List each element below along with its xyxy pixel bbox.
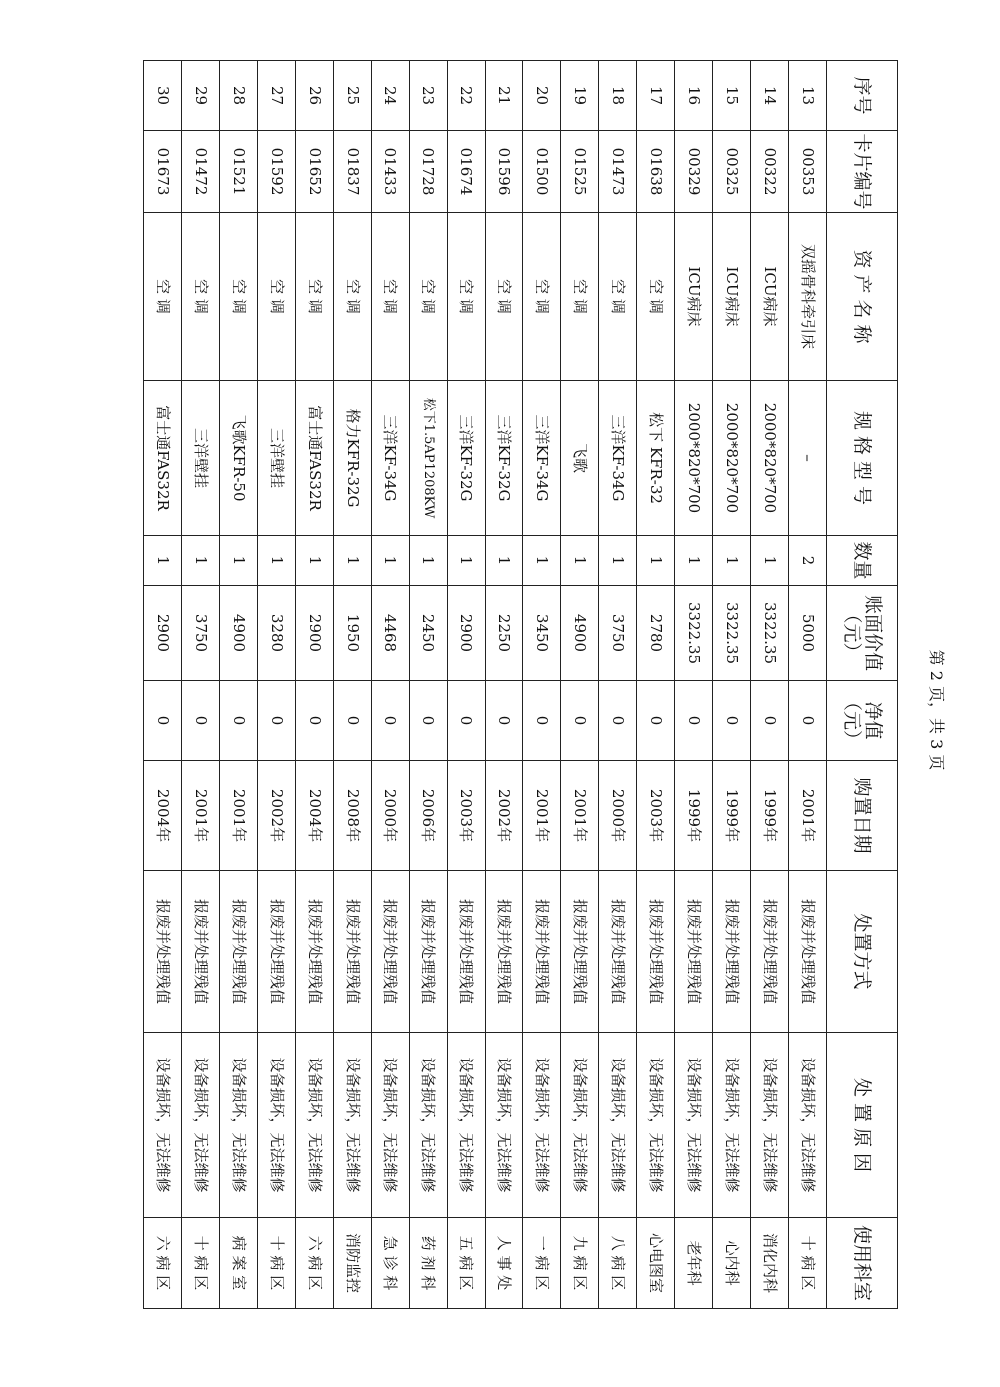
cell-spec: 松下 KFR-32: [637, 381, 675, 536]
cell-qty: 1: [675, 536, 713, 586]
cell-seq: 22: [447, 61, 485, 131]
cell-card-no: 00329: [675, 131, 713, 213]
asset-disposal-sheet: [143, 60, 898, 1308]
cell-spec: 三洋KF-34G: [599, 381, 637, 536]
cell-dept: 急 诊 科: [371, 1218, 409, 1309]
cell-disposal-method: 报废并处理残值: [751, 871, 789, 1033]
table-header-row: [827, 61, 898, 1309]
cell-qty: 2: [789, 536, 827, 586]
cell-purchase-date: 2001年: [220, 761, 258, 871]
table-row: [220, 61, 258, 1309]
cell-disposal-reason: 设备损坏，无法维修: [220, 1033, 258, 1218]
cell-asset-name: 空 调: [561, 213, 599, 381]
cell-spec: 松下1.5AP1208KW: [409, 381, 447, 536]
cell-card-no: 01433: [371, 131, 409, 213]
cell-spec: 三洋壁挂: [182, 381, 220, 536]
cell-dept: 病 案 室: [220, 1218, 258, 1309]
cell-disposal-method: 报废并处理残值: [182, 871, 220, 1033]
cell-net-value: 0: [561, 681, 599, 761]
cell-qty: 1: [637, 536, 675, 586]
cell-disposal-method: 报废并处理残值: [561, 871, 599, 1033]
asset-disposal-table: [143, 60, 898, 1309]
cell-book-value: 5000: [789, 586, 827, 681]
cell-net-value: 0: [257, 681, 295, 761]
cell-purchase-date: 2000年: [599, 761, 637, 871]
cell-dept: 五 病 区: [447, 1218, 485, 1309]
cell-dept: 消化内科: [751, 1218, 789, 1309]
cell-seq: 24: [371, 61, 409, 131]
cell-card-no: 01473: [599, 131, 637, 213]
cell-seq: 25: [333, 61, 371, 131]
cell-purchase-date: 2003年: [637, 761, 675, 871]
cell-disposal-method: 报废并处理残值: [713, 871, 751, 1033]
cell-net-value: 0: [371, 681, 409, 761]
cell-seq: 28: [220, 61, 258, 131]
cell-net-value: 0: [599, 681, 637, 761]
cell-dept: 八 病 区: [599, 1218, 637, 1309]
cell-purchase-date: 2002年: [485, 761, 523, 871]
cell-book-value: 2900: [144, 586, 182, 681]
header-dept: 使用科室: [827, 1218, 898, 1309]
cell-book-value: 3322.35: [713, 586, 751, 681]
table-row: [789, 61, 827, 1309]
cell-net-value: 0: [713, 681, 751, 761]
table-row: [751, 61, 789, 1309]
cell-disposal-reason: 设备损坏，无法维修: [257, 1033, 295, 1218]
cell-spec: 三洋KF-34G: [523, 381, 561, 536]
cell-seq: 29: [182, 61, 220, 131]
page-footer: [916, 560, 956, 860]
cell-disposal-method: 报废并处理残值: [371, 871, 409, 1033]
table-row: [409, 61, 447, 1309]
cell-dept: 六 病 区: [144, 1218, 182, 1309]
cell-purchase-date: 2001年: [182, 761, 220, 871]
table-row: [447, 61, 485, 1309]
cell-card-no: 01728: [409, 131, 447, 213]
header-qty: 数量: [827, 536, 898, 586]
cell-seq: 19: [561, 61, 599, 131]
cell-asset-name: ICU病床: [713, 213, 751, 381]
cell-book-value: 2450: [409, 586, 447, 681]
cell-qty: 1: [182, 536, 220, 586]
table-row: [485, 61, 523, 1309]
cell-book-value: 4900: [220, 586, 258, 681]
cell-purchase-date: 2002年: [257, 761, 295, 871]
cell-dept: 消防监控: [333, 1218, 371, 1309]
cell-disposal-reason: 设备损坏，无法维修: [371, 1033, 409, 1218]
cell-seq: 26: [295, 61, 333, 131]
cell-disposal-method: 报废并处理残值: [333, 871, 371, 1033]
table-row: [295, 61, 333, 1309]
table-row: [371, 61, 409, 1309]
cell-seq: 23: [409, 61, 447, 131]
cell-net-value: 0: [789, 681, 827, 761]
cell-book-value: 2250: [485, 586, 523, 681]
cell-disposal-reason: 设备损坏，无法维修: [333, 1033, 371, 1218]
cell-purchase-date: 2001年: [789, 761, 827, 871]
cell-net-value: 0: [675, 681, 713, 761]
cell-purchase-date: 2006年: [409, 761, 447, 871]
cell-book-value: 3322.35: [751, 586, 789, 681]
cell-asset-name: 空 调: [257, 213, 295, 381]
cell-seq: 30: [144, 61, 182, 131]
header-disposal-reason: 处 置 原 因: [827, 1033, 898, 1218]
cell-net-value: 0: [447, 681, 485, 761]
cell-disposal-reason: 设备损坏，无法维修: [144, 1033, 182, 1218]
cell-seq: 16: [675, 61, 713, 131]
cell-book-value: 2900: [447, 586, 485, 681]
cell-qty: 1: [447, 536, 485, 586]
cell-disposal-method: 报废并处理残值: [599, 871, 637, 1033]
cell-book-value: 4900: [561, 586, 599, 681]
cell-asset-name: 空 调: [295, 213, 333, 381]
cell-seq: 21: [485, 61, 523, 131]
cell-spec: 飞歌KFR-50: [220, 381, 258, 536]
header-spec: 规 格 型 号: [827, 381, 898, 536]
cell-purchase-date: 1999年: [751, 761, 789, 871]
cell-seq: 18: [599, 61, 637, 131]
cell-spec: 三洋KF-32G: [447, 381, 485, 536]
table-row: [713, 61, 751, 1309]
cell-asset-name: 空 调: [220, 213, 258, 381]
cell-disposal-reason: 设备损坏，无法维修: [561, 1033, 599, 1218]
cell-book-value: 3280: [257, 586, 295, 681]
cell-spec: 三洋KF-32G: [485, 381, 523, 536]
cell-net-value: 0: [409, 681, 447, 761]
cell-purchase-date: 1999年: [713, 761, 751, 871]
cell-dept: 心电图室: [637, 1218, 675, 1309]
page-number-label: 第 2 页，共 3 页: [927, 649, 946, 771]
header-seq: 序号: [827, 61, 898, 131]
table-row: [637, 61, 675, 1309]
cell-spec: 富士通FAS32R: [144, 381, 182, 536]
table-row: [333, 61, 371, 1309]
cell-dept: 一 病 区: [523, 1218, 561, 1309]
cell-disposal-reason: 设备损坏，无法维修: [751, 1033, 789, 1218]
header-disposal-method: 处置方式: [827, 871, 898, 1033]
cell-book-value: 2900: [295, 586, 333, 681]
cell-net-value: 0: [751, 681, 789, 761]
cell-dept: 老年科: [675, 1218, 713, 1309]
cell-spec: 飞歌: [561, 381, 599, 536]
cell-dept: 十 病 区: [257, 1218, 295, 1309]
cell-asset-name: 空 调: [637, 213, 675, 381]
header-purchase-date: 购置日期: [827, 761, 898, 871]
cell-card-no: 01673: [144, 131, 182, 213]
cell-qty: 1: [144, 536, 182, 586]
cell-qty: 1: [295, 536, 333, 586]
cell-asset-name: 双摇骨科牵引床: [789, 213, 827, 381]
cell-seq: 17: [637, 61, 675, 131]
cell-card-no: 01837: [333, 131, 371, 213]
cell-spec: –: [789, 381, 827, 536]
cell-spec: 三洋KF-34G: [371, 381, 409, 536]
cell-purchase-date: 2000年: [371, 761, 409, 871]
cell-spec: 2000*820*700: [675, 381, 713, 536]
table-row: [257, 61, 295, 1309]
table-row: [144, 61, 182, 1309]
cell-net-value: 0: [295, 681, 333, 761]
cell-card-no: 01521: [220, 131, 258, 213]
cell-seq: 15: [713, 61, 751, 131]
cell-purchase-date: 2003年: [447, 761, 485, 871]
cell-net-value: 0: [485, 681, 523, 761]
cell-book-value: 3450: [523, 586, 561, 681]
cell-net-value: 0: [333, 681, 371, 761]
cell-asset-name: 空 调: [599, 213, 637, 381]
cell-asset-name: 空 调: [182, 213, 220, 381]
cell-disposal-method: 报废并处理残值: [409, 871, 447, 1033]
cell-disposal-reason: 设备损坏，无法维修: [713, 1033, 751, 1218]
cell-qty: 1: [371, 536, 409, 586]
cell-card-no: 01500: [523, 131, 561, 213]
cell-asset-name: 空 调: [409, 213, 447, 381]
cell-net-value: 0: [220, 681, 258, 761]
cell-book-value: 3322.35: [675, 586, 713, 681]
cell-card-no: 01525: [561, 131, 599, 213]
cell-disposal-reason: 设备损坏，无法维修: [485, 1033, 523, 1218]
cell-disposal-method: 报废并处理残值: [637, 871, 675, 1033]
table-row: [561, 61, 599, 1309]
cell-asset-name: 空 调: [371, 213, 409, 381]
cell-disposal-reason: 设备损坏，无法维修: [675, 1033, 713, 1218]
cell-disposal-method: 报废并处理残值: [789, 871, 827, 1033]
cell-dept: 药 剂 科: [409, 1218, 447, 1309]
cell-qty: 1: [333, 536, 371, 586]
table-row: [182, 61, 220, 1309]
cell-disposal-reason: 设备损坏，无法维修: [523, 1033, 561, 1218]
cell-qty: 1: [713, 536, 751, 586]
cell-net-value: 0: [182, 681, 220, 761]
cell-asset-name: 空 调: [144, 213, 182, 381]
cell-seq: 14: [751, 61, 789, 131]
cell-disposal-reason: 设备损坏，无法维修: [789, 1033, 827, 1218]
cell-spec: 富士通FAS32R: [295, 381, 333, 536]
cell-card-no: 01596: [485, 131, 523, 213]
sheet-rotated-content: [143, 60, 898, 1308]
header-net-value: 净值（元）: [827, 681, 898, 761]
cell-purchase-date: 2001年: [561, 761, 599, 871]
cell-spec: 2000*820*700: [751, 381, 789, 536]
cell-purchase-date: 2004年: [144, 761, 182, 871]
cell-card-no: 01638: [637, 131, 675, 213]
cell-seq: 20: [523, 61, 561, 131]
cell-purchase-date: 1999年: [675, 761, 713, 871]
cell-disposal-method: 报废并处理残值: [220, 871, 258, 1033]
cell-asset-name: 空 调: [333, 213, 371, 381]
table-row: [675, 61, 713, 1309]
cell-dept: 人 事 处: [485, 1218, 523, 1309]
cell-asset-name: 空 调: [485, 213, 523, 381]
cell-card-no: 01472: [182, 131, 220, 213]
cell-qty: 1: [485, 536, 523, 586]
cell-spec: 三洋壁挂: [257, 381, 295, 536]
cell-qty: 1: [409, 536, 447, 586]
cell-dept: 六 病 区: [295, 1218, 333, 1309]
cell-spec: 2000*820*700: [713, 381, 751, 536]
cell-disposal-method: 报废并处理残值: [523, 871, 561, 1033]
cell-asset-name: ICU病床: [675, 213, 713, 381]
table-row: [523, 61, 561, 1309]
cell-disposal-reason: 设备损坏，无法维修: [182, 1033, 220, 1218]
cell-book-value: 2780: [637, 586, 675, 681]
cell-dept: 心内科: [713, 1218, 751, 1309]
cell-seq: 27: [257, 61, 295, 131]
cell-purchase-date: 2004年: [295, 761, 333, 871]
cell-book-value: 3750: [599, 586, 637, 681]
header-book-value: 账面价值（元）: [827, 586, 898, 681]
cell-book-value: 3750: [182, 586, 220, 681]
cell-qty: 1: [523, 536, 561, 586]
cell-spec: 格力KFR-32G: [333, 381, 371, 536]
cell-net-value: 0: [144, 681, 182, 761]
cell-disposal-reason: 设备损坏，无法维修: [409, 1033, 447, 1218]
cell-qty: 1: [751, 536, 789, 586]
cell-dept: 十 病 区: [789, 1218, 827, 1309]
cell-qty: 1: [561, 536, 599, 586]
cell-book-value: 4468: [371, 586, 409, 681]
cell-qty: 1: [220, 536, 258, 586]
table-row: [599, 61, 637, 1309]
cell-purchase-date: 2008年: [333, 761, 371, 871]
cell-qty: 1: [257, 536, 295, 586]
cell-disposal-method: 报废并处理残值: [485, 871, 523, 1033]
cell-disposal-reason: 设备损坏，无法维修: [637, 1033, 675, 1218]
header-card-no: 卡片编号: [827, 131, 898, 213]
cell-card-no: 00322: [751, 131, 789, 213]
cell-asset-name: 空 调: [447, 213, 485, 381]
cell-asset-name: 空 调: [523, 213, 561, 381]
cell-disposal-method: 报废并处理残值: [144, 871, 182, 1033]
cell-book-value: 1950: [333, 586, 371, 681]
cell-disposal-method: 报废并处理残值: [295, 871, 333, 1033]
cell-asset-name: ICU病床: [751, 213, 789, 381]
cell-purchase-date: 2001年: [523, 761, 561, 871]
header-asset-name: 资 产 名 称: [827, 213, 898, 381]
cell-disposal-reason: 设备损坏，无法维修: [295, 1033, 333, 1218]
cell-net-value: 0: [523, 681, 561, 761]
cell-seq: 13: [789, 61, 827, 131]
cell-dept: 九 病 区: [561, 1218, 599, 1309]
cell-card-no: 01652: [295, 131, 333, 213]
cell-card-no: 00325: [713, 131, 751, 213]
cell-card-no: 00353: [789, 131, 827, 213]
cell-disposal-method: 报废并处理残值: [257, 871, 295, 1033]
cell-card-no: 01674: [447, 131, 485, 213]
cell-disposal-reason: 设备损坏，无法维修: [599, 1033, 637, 1218]
cell-qty: 1: [599, 536, 637, 586]
cell-disposal-method: 报废并处理残值: [447, 871, 485, 1033]
cell-disposal-reason: 设备损坏，无法维修: [447, 1033, 485, 1218]
cell-net-value: 0: [637, 681, 675, 761]
cell-card-no: 01592: [257, 131, 295, 213]
cell-dept: 十 病 区: [182, 1218, 220, 1309]
cell-disposal-method: 报废并处理残值: [675, 871, 713, 1033]
